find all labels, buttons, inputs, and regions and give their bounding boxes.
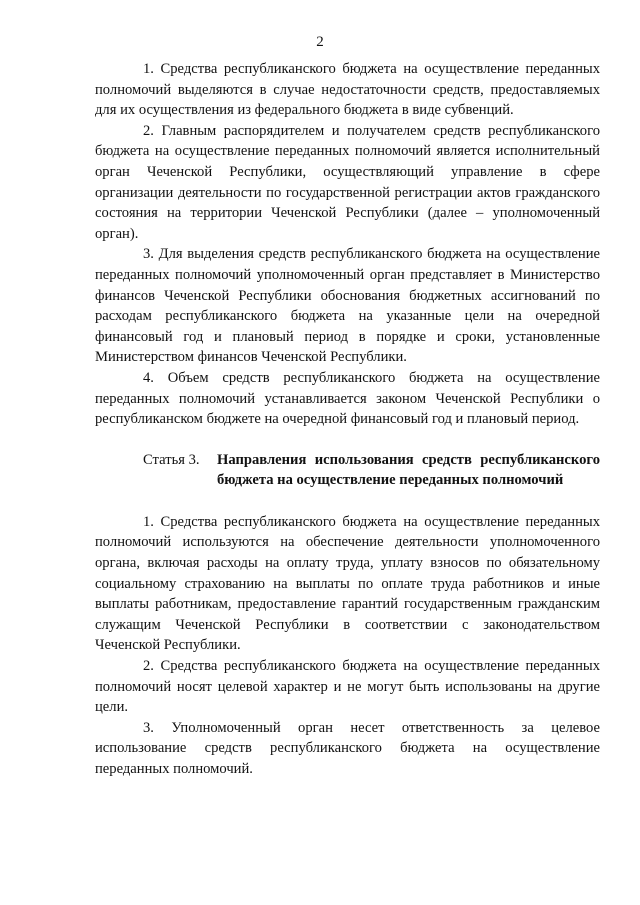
paragraph: 2. Средства республиканского бюджета на осуществление переданных полномочий носят целевой характер и не могут быть использованы на другие цели. — [95, 658, 600, 716]
page-number: 2 — [316, 34, 324, 50]
paragraph: 3. Уполномоченный орган несет ответственность за целевое использование средств республиканского бюджета на осуществление переданных полномочий. — [95, 719, 600, 777]
paragraph: 3. Для выделения средств республиканского бюджета на осуществление переданных полномочий уполномоченный орган представляет в Министерство финансов Чеченской Республики обоснования бюджетных ассигнований по расходам республиканского бюджета на указанные цели на очередной финансовый год и плановый период в порядке и сроки, установленные Министерством финансов Чеченской Республики. — [95, 246, 600, 366]
article-title: Направления использования средств республиканского бюджета на осуществление переданных полномочий — [217, 451, 600, 489]
article-heading — [95, 450, 600, 491]
paragraph: 1. Средства республиканского бюджета на осуществление переданных полномочий используются на обеспечение деятельности уполномоченного органа, включая расходы на оплату труда, уплату взносов по обязательному социальному страхованию на выплаты по оплате труда работников и иные выплаты работникам, предоставление гарантий государственным гражданским служащим Чеченской Республики в соответствии с законодательством Чеченской Республики. — [95, 513, 600, 654]
paragraph: 1. Средства республиканского бюджета на осуществление переданных полномочий выделяются в случае недостаточности средств, предоставляемых для их осуществления из федерального бюджета в виде субвенций. — [95, 61, 600, 119]
paragraph: 2. Главным распорядителем и получателем средств республиканского бюджета на осуществление переданных полномочий является исполнительный орган Чеченской Республики, осуществляющий управление в сфере организации деятельности по государственной регистрации актов гражданского состояния на территории Чеченской Республики (далее – уполномоченный орган). — [95, 122, 600, 242]
document-body — [95, 59, 600, 780]
article-label: Статья 3. — [143, 451, 200, 468]
paragraph: 4. Объем средств республиканского бюджета на осуществление переданных полномочий устанавливается законом Чеченской Республики о республиканском бюджете на очередной финансовый год и плановый период. — [95, 369, 600, 428]
